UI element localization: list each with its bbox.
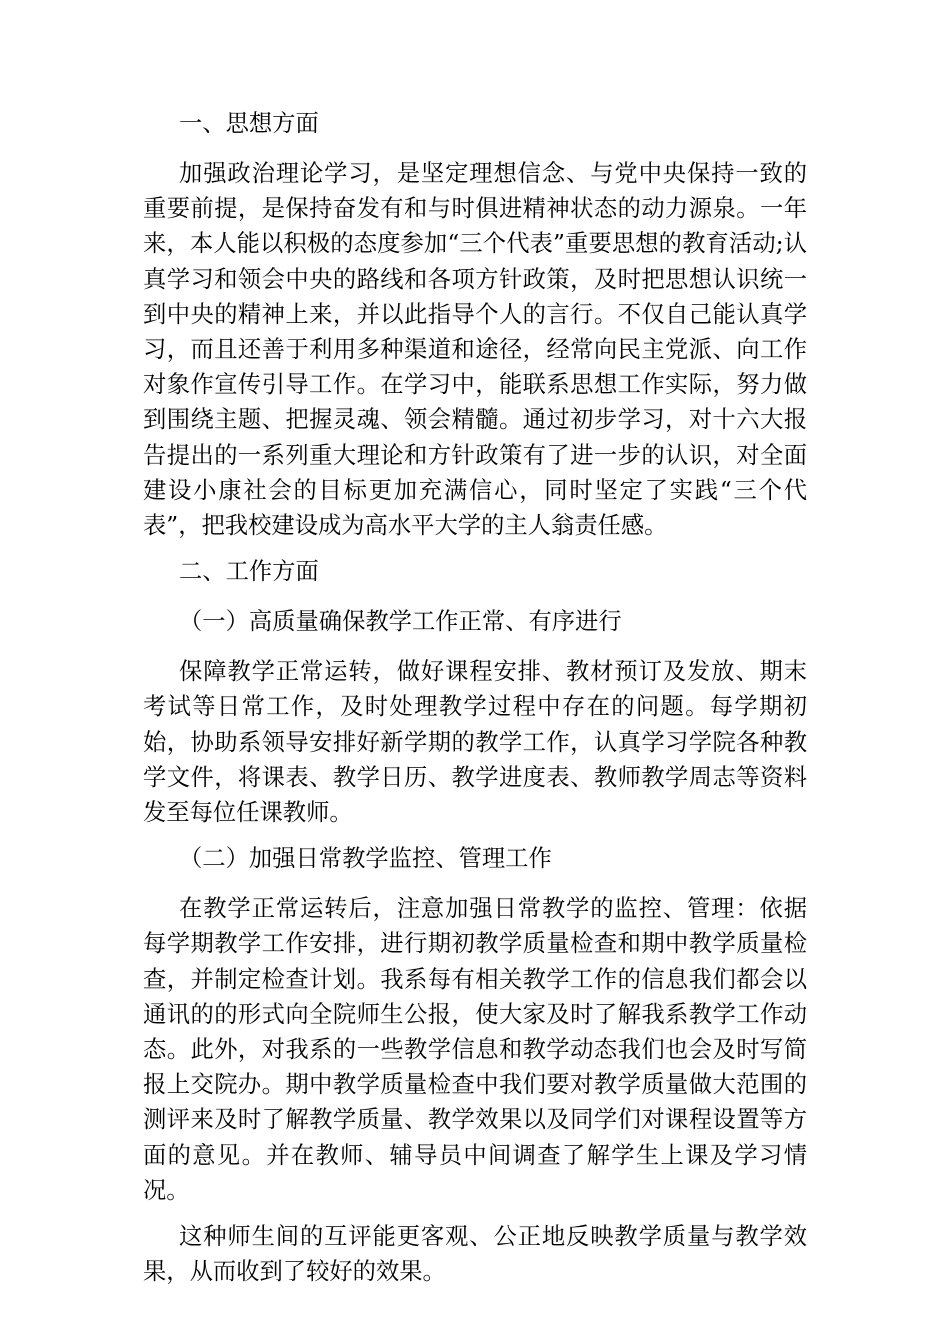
document-page <box>143 100 807 1300</box>
paragraph-teaching-order: 保障教学正常运转，做好课程安排、教材预订及发放、期末考试等日常工作，及时处理教学过程中存在的问题。每学期初始，协助系领导安排好新学期的教学工作，认真学习学院各种教学文件，将课表、教学日历、教学进度表、教师教学周志等资料发至每位任课教师。 <box>143 658 807 827</box>
section-heading-thought: 一、思想方面 <box>179 110 319 137</box>
paragraph-monitoring: 在教学正常运转后，注意加强日常教学的监控、管理：依据每学期教学工作安排，进行期初教学质量检查和期中教学质量检查，并制定检查计划。我系每有相关教学工作的信息我们都会以通讯的的形式向全院师生公报，使大家及时了解我系教学工作动态。此外，对我系的一些教学信息和教学动态我们也会及时写简报上交院办。期中教学质量检查中我们要对教学质量做大范围的测评来及时了解教学质量、教学效果以及同学们对课程设置等方面的意见。并在教师、辅导员中间调查了解学生上课及学习情况。 <box>143 895 807 1204</box>
paragraph-thought: 加强政治理论学习，是坚定理想信念、与党中央保持一致的重要前提，是保持奋发有和与时俱进精神状态的动力源泉。一年来，本人能以积极的态度参加“三个代表”重要思想的教育活动;认真学习和领会中央的路线和各项方针政策，及时把思想认识统一到中央的精神上来，并以此指导个人的言行。不仅自己能认真学习，而且还善于利用多种渠道和途径，经常向民主党派、向工作对象作宣传引导工作。在学习中，能联系思想工作实际，努力做到围绕主题、把握灵魂、领会精髓。通过初步学习，对十六大报告提出的一系列重大理论和方针政策有了进一步的认识，对全面建设小康社会的目标更加充满信心，同时坚定了实践“三个代表”，把我校建设成为高水平大学的主人翁责任感。 <box>143 160 807 540</box>
subsection-heading-teaching-order: （一）高质量确保教学工作正常、有序进行 <box>179 608 622 636</box>
paragraph-evaluation: 这种师生间的互评能更客观、公正地反映教学质量与教学效果，从而收到了较好的效果。 <box>143 1223 807 1286</box>
section-heading-work: 二、工作方面 <box>179 558 319 586</box>
subsection-heading-monitoring: （二）加强日常教学监控、管理工作 <box>179 845 552 873</box>
